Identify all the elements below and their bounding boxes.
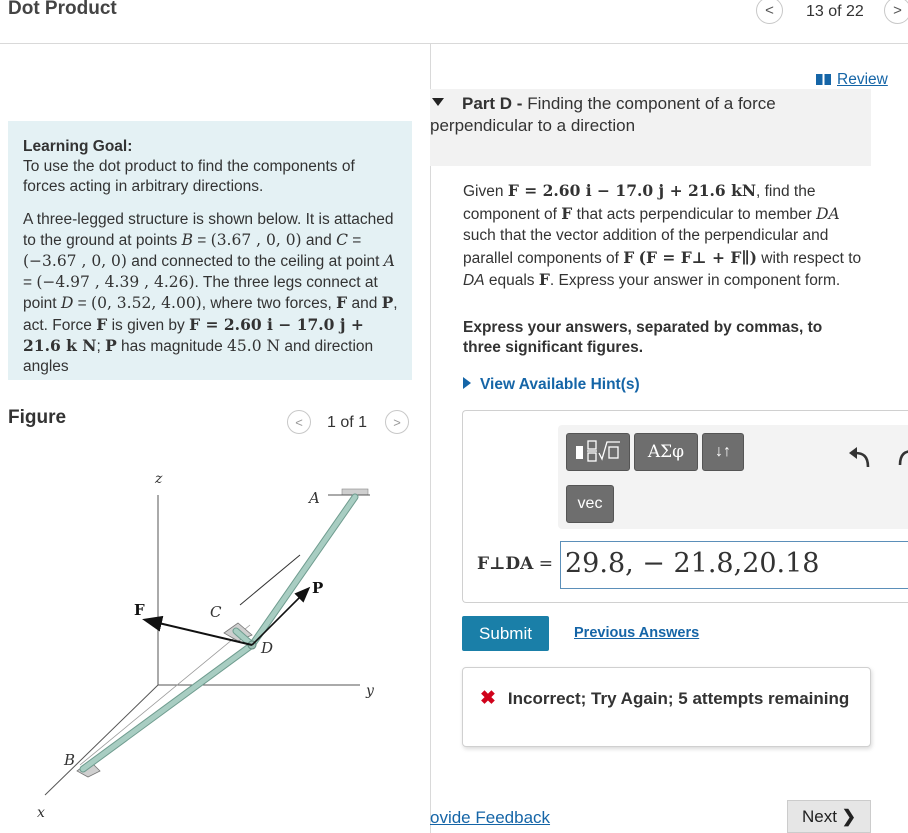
point-B-figure-label: B [64, 751, 76, 769]
figure-counter: 1 of 1 [327, 414, 368, 431]
greek-symbols-button[interactable]: ΑΣφ [634, 433, 698, 471]
next-item-button[interactable] [884, 0, 908, 24]
chevron-left-icon: < [295, 414, 303, 430]
chevron-right-icon: > [393, 414, 401, 430]
question-text: Given F = 2.60 i − 17.0 j + 21.6 kN, find the component of F that acts perpendicular to member DA such that the vector addition of the perpendicular and parallel components of F (F = F⊥ + F∥) with respect to DA equals F. Express your answer in component form. [463, 181, 862, 289]
given-force-expression: F = 2.60 i − 17.0 j + 21.6 kN [507, 181, 757, 200]
incorrect-x-icon: ✖ [480, 688, 496, 709]
point-D-figure-label: D [261, 639, 274, 657]
next-button[interactable]: Next ❯ [787, 800, 871, 833]
vector-button[interactable]: vec [566, 485, 614, 523]
member-DA: DA [816, 204, 840, 223]
chevron-right-icon: ❯ [841, 806, 856, 826]
chevron-left-icon: < [765, 2, 774, 19]
answer-label: F⊥DA = [477, 554, 553, 574]
point-C-figure-label: C [210, 603, 222, 621]
x-axis-label: x [37, 805, 45, 821]
point-D-coords: (0, 3.52, 4.00) [91, 294, 202, 313]
submit-button[interactable]: Submit [462, 616, 549, 651]
y-axis-label: y [366, 683, 374, 699]
point-A-label: A [383, 252, 395, 271]
redo-button[interactable] [896, 444, 908, 470]
collapse-caret-icon [432, 98, 444, 106]
x-axis [45, 685, 158, 795]
redo-icon [896, 444, 908, 466]
force-P-symbol: P [381, 293, 394, 313]
part-label: Part D - [462, 94, 523, 113]
figure-title: Figure [8, 407, 67, 428]
provide-feedback-link[interactable]: ovide Feedback [430, 808, 551, 827]
learning-goal-text: To use the dot product to find the components of forces acting in arbitrary directions. [23, 158, 355, 196]
point-B-label: B [181, 230, 193, 249]
previous-answers-link[interactable]: Previous Answers [574, 625, 700, 641]
feedback-message: ✖ Incorrect; Try Again; 5 attempts remaining [480, 688, 850, 709]
chevron-right-icon: > [893, 2, 902, 19]
arrows-updown-icon: ↓↑ [715, 443, 731, 460]
answer-input[interactable]: 29.8, − 21.8,20.18 [560, 541, 908, 589]
fraction-sqrt-templates-icon [573, 439, 623, 465]
header-divider [0, 43, 908, 44]
decomposition-expression: (F = F⊥ + F∥) [638, 247, 757, 267]
review-link[interactable]: Review [816, 71, 888, 89]
point-A-figure-label: A [309, 489, 320, 507]
figure-next-button[interactable] [385, 410, 409, 434]
templates-button[interactable] [566, 433, 630, 471]
problem-statement: A three-legged structure is shown below. It is attached to the ground at points B = (3.67 , 0, 0) and C = (−3.67 , 0, 0) and connected to the ceiling at point A = (−4.97 , 4.39 , 4.26). The three legs connect at point D = (0, 3.52, 4.00), where two forces, F and P, act. Force F is given by F = 2.60 i − 17.0 j + 21.6 k N; P has magnitude 45.0 N and direction angles [23, 210, 398, 376]
point-D-label: D [60, 294, 74, 313]
expand-caret-icon [463, 377, 471, 389]
undo-icon [848, 446, 872, 468]
point-C-label: C [336, 230, 348, 249]
z-axis-label: z [155, 471, 163, 487]
learning-goal-box [8, 121, 412, 380]
force-F-expression: F = 2.60 i − 17.0 j + 21.6 k N [23, 314, 364, 355]
answer-instructions: Express your answers, separated by commas, to three significant figures. [463, 319, 823, 356]
undo-button[interactable] [847, 444, 873, 470]
structure-figure [20, 455, 420, 833]
item-counter: 13 of 22 [806, 3, 864, 20]
force-P-arrow [252, 589, 308, 645]
guide-line [240, 555, 300, 605]
force-P-figure-label: P [312, 579, 324, 597]
subsup-button[interactable] [702, 433, 744, 471]
part-header[interactable] [430, 93, 870, 137]
figure-prev-button[interactable] [287, 410, 311, 434]
force-F-figure-label: F [134, 601, 145, 619]
page-title: Dot Product [8, 0, 117, 19]
point-B-coords: (3.67 , 0, 0) [210, 230, 302, 249]
point-A-coords: (−4.97 , 4.39 , 4.26) [36, 273, 195, 292]
part-title: Finding the component of a force perpendicular to a direction [430, 94, 776, 135]
guide-line [80, 625, 250, 765]
learning-goal-heading: Learning Goal: [23, 138, 133, 155]
view-hints-link[interactable]: View Available Hint(s) [463, 376, 640, 394]
point-C-coords: (−3.67 , 0, 0) [23, 252, 127, 271]
book-icon [816, 74, 831, 85]
force-F-symbol: F [336, 293, 348, 313]
prev-item-button[interactable] [756, 0, 783, 24]
force-P-magnitude: 45.0 N [227, 336, 281, 355]
